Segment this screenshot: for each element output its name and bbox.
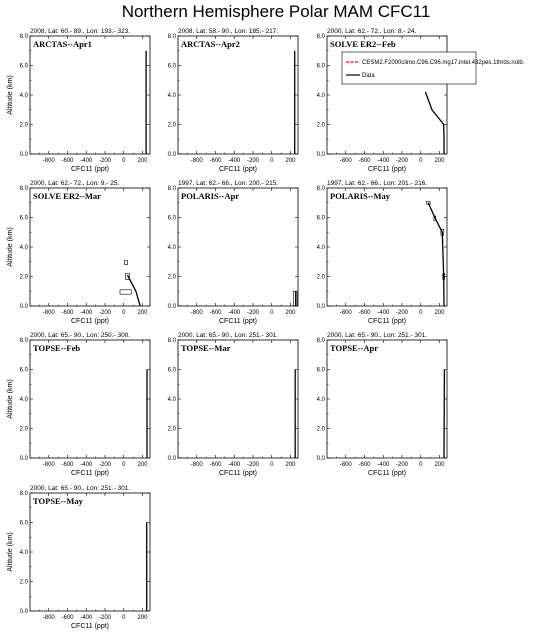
y-tick-label: 8.0: [167, 338, 176, 344]
y-tick-label: 6.0: [316, 63, 325, 70]
x-tick-label: 0: [270, 158, 274, 164]
y-tick-label: 2.0: [167, 122, 176, 129]
y-tick-label: 0.0: [19, 609, 28, 615]
panel-subtitle: 1997, Lat: 62.- 66., Lon: 200.- 215.: [178, 180, 279, 187]
legend-label: Data: [362, 73, 375, 79]
panel-subtitle: 1997, Lat: 62.- 66., Lon: 201.- 216.: [327, 180, 428, 187]
y-tick-label: 6.0: [19, 63, 28, 70]
panel-subtitle: 2000, Lat: 65.- 90., Lon: 250.- 300.: [30, 332, 131, 339]
y-tick-label: 8.0: [316, 186, 325, 192]
x-tick-label: -200: [395, 158, 409, 164]
y-tick-label: 8.0: [167, 186, 176, 192]
y-tick-label: 0.0: [167, 152, 176, 158]
y-axis-label: Altitude (km): [7, 227, 14, 267]
x-axis-label: CFC11 (ppt): [71, 470, 109, 477]
x-tick-label: -400: [80, 462, 93, 468]
panel-frame: [30, 36, 150, 154]
y-tick-label: 0.0: [167, 456, 176, 462]
x-tick-label: 0: [419, 158, 423, 164]
x-tick-label: -400: [377, 310, 390, 316]
x-tick-label: -400: [80, 158, 93, 164]
x-tick-label: 200: [137, 462, 148, 468]
x-tick-label: -400: [228, 158, 241, 164]
panel-subtitle: 2000, Lat: 65.- 90., Lon: 251.- 301.: [327, 332, 428, 339]
x-tick-label: 200: [137, 310, 148, 316]
data-series-line: [128, 275, 141, 306]
x-tick-label: -400: [228, 462, 241, 468]
x-tick-label: 0: [122, 462, 126, 468]
x-tick-label: 200: [285, 462, 296, 468]
x-tick-label: 200: [434, 310, 445, 316]
y-tick-label: 2.0: [19, 579, 28, 586]
x-axis-label: CFC11 (ppt): [219, 318, 257, 325]
x-tick-label: 0: [419, 462, 423, 468]
x-tick-label: 200: [137, 158, 148, 164]
y-tick-label: 6.0: [19, 520, 28, 527]
x-tick-label: -400: [228, 310, 241, 316]
y-tick-label: 2.0: [316, 426, 325, 433]
panel-label: POLARIS--Apr: [181, 191, 240, 201]
x-tick-label: -400: [80, 615, 93, 621]
x-axis-label: CFC11 (ppt): [219, 470, 257, 477]
y-tick-label: 0.0: [19, 152, 28, 158]
x-tick-label: -600: [209, 310, 222, 316]
x-tick-label: -200: [395, 310, 409, 316]
y-tick-label: 4.0: [19, 550, 28, 556]
panel-label: TOPSE--Mar: [181, 343, 231, 353]
legend-label: CESM2.F2000climo.C96.C96.mg17.intel.432pes.1thrds.nolb.: [362, 60, 525, 66]
y-tick-label: 6.0: [167, 215, 176, 222]
x-axis-label: CFC11 (ppt): [71, 166, 109, 173]
panel-label: TOPSE--May: [33, 496, 83, 506]
y-tick-label: 0.0: [316, 152, 325, 158]
y-tick-label: 8.0: [167, 34, 176, 40]
panel-frame: [30, 340, 150, 458]
panel-subtitle: 2000, Lat: 65.- 90., Lon: 251.- 301.: [30, 485, 131, 492]
x-tick-label: -800: [339, 462, 352, 468]
data-range-box: [120, 290, 131, 294]
legend-box: [342, 52, 476, 84]
y-tick-label: 2.0: [19, 122, 28, 129]
panel-frame: [178, 188, 298, 306]
x-tick-label: -400: [377, 462, 390, 468]
panel-frame: [327, 340, 447, 458]
y-tick-label: 4.0: [167, 397, 176, 403]
x-tick-label: -800: [42, 310, 55, 316]
y-axis-label: Altitude (km): [7, 75, 14, 115]
x-axis-label: CFC11 (ppt): [368, 318, 406, 325]
data-series-line: [425, 92, 444, 154]
y-tick-label: 8.0: [19, 491, 28, 497]
panel-label: SOLVE ER2--Feb: [330, 39, 396, 49]
y-tick-label: 6.0: [316, 215, 325, 222]
x-tick-label: -200: [246, 158, 260, 164]
x-tick-label: 0: [122, 615, 126, 621]
x-tick-label: 0: [122, 310, 126, 316]
y-tick-label: 2.0: [167, 426, 176, 433]
x-tick-label: -800: [339, 158, 352, 164]
x-tick-label: -800: [190, 158, 203, 164]
x-tick-label: -800: [42, 615, 55, 621]
x-tick-label: -200: [246, 462, 260, 468]
x-tick-label: 0: [270, 310, 274, 316]
y-tick-label: 8.0: [316, 34, 325, 40]
x-tick-label: 0: [270, 462, 274, 468]
panel-label: TOPSE--Feb: [33, 343, 81, 353]
x-tick-label: -800: [339, 310, 352, 316]
y-tick-label: 4.0: [316, 397, 325, 403]
y-tick-label: 0.0: [19, 456, 28, 462]
x-tick-label: -600: [61, 310, 74, 316]
panel-label: SOLVE ER2--Mar: [33, 191, 101, 201]
x-axis-label: CFC11 (ppt): [71, 318, 109, 325]
x-tick-label: -400: [377, 158, 390, 164]
x-axis-label: CFC11 (ppt): [368, 470, 406, 477]
y-tick-label: 0.0: [316, 304, 325, 310]
x-tick-label: -600: [209, 462, 222, 468]
panel-subtitle: 2000, Lat: 65.- 90., Lon: 251.- 301.: [178, 332, 279, 339]
y-tick-label: 4.0: [316, 93, 325, 99]
panel-frame: [178, 340, 298, 458]
x-tick-label: -800: [190, 310, 203, 316]
panel-subtitle: 2008, Lat: 60.- 89., Lon: 193.- 323.: [30, 28, 131, 35]
y-tick-label: 6.0: [19, 215, 28, 222]
y-tick-label: 4.0: [167, 245, 176, 251]
x-tick-label: -400: [80, 310, 93, 316]
x-tick-label: -600: [209, 158, 222, 164]
x-tick-label: -200: [98, 310, 112, 316]
x-tick-label: 200: [434, 462, 445, 468]
panel-frame: [178, 36, 298, 154]
y-tick-label: 8.0: [19, 34, 28, 40]
x-tick-label: -800: [42, 462, 55, 468]
y-tick-label: 6.0: [167, 367, 176, 374]
y-tick-label: 2.0: [316, 274, 325, 281]
y-tick-label: 6.0: [19, 367, 28, 374]
panel-label: ARCTAS--Apr1: [33, 39, 92, 49]
x-tick-label: -200: [98, 158, 112, 164]
y-tick-label: 6.0: [316, 367, 325, 374]
y-tick-label: 4.0: [19, 245, 28, 251]
x-tick-label: 0: [419, 310, 423, 316]
x-tick-label: -200: [395, 462, 409, 468]
panel-label: POLARIS--May: [330, 191, 390, 201]
y-tick-label: 4.0: [167, 93, 176, 99]
x-tick-label: 200: [137, 615, 148, 621]
y-tick-label: 2.0: [19, 274, 28, 281]
x-axis-label: CFC11 (ppt): [71, 623, 109, 630]
y-tick-label: 4.0: [19, 397, 28, 403]
x-tick-label: 200: [285, 310, 296, 316]
y-tick-label: 4.0: [316, 245, 325, 251]
y-tick-label: 0.0: [167, 304, 176, 310]
data-range-box: [125, 260, 128, 264]
y-tick-label: 2.0: [167, 274, 176, 281]
panel-subtitle: 2000, Lat: 62.- 72., Lon: 9.- 25.: [30, 180, 120, 187]
y-tick-label: 4.0: [19, 93, 28, 99]
x-tick-label: -600: [61, 158, 74, 164]
y-axis-label: Altitude (km): [7, 532, 14, 572]
x-tick-label: -200: [98, 615, 112, 621]
x-tick-label: 0: [122, 158, 126, 164]
panel-frame: [30, 188, 150, 306]
x-tick-label: -600: [358, 310, 371, 316]
y-tick-label: 8.0: [19, 338, 28, 344]
panel-label: TOPSE--Apr: [330, 343, 379, 353]
x-tick-label: -600: [358, 462, 371, 468]
y-axis-label: Altitude (km): [7, 379, 14, 419]
x-tick-label: -600: [358, 158, 371, 164]
x-tick-label: -600: [61, 615, 74, 621]
x-tick-label: -200: [246, 310, 260, 316]
x-tick-label: -600: [61, 462, 74, 468]
y-tick-label: 0.0: [19, 304, 28, 310]
y-tick-label: 8.0: [316, 338, 325, 344]
x-tick-label: -200: [98, 462, 112, 468]
data-series-line: [428, 203, 444, 306]
x-tick-label: -800: [190, 462, 203, 468]
x-tick-label: -800: [42, 158, 55, 164]
panel-subtitle: 2000, Lat: 62.- 72., Lon: 8.- 24.: [327, 28, 417, 35]
y-tick-label: 6.0: [167, 63, 176, 70]
y-tick-label: 8.0: [19, 186, 28, 192]
x-tick-label: 200: [434, 158, 445, 164]
y-tick-label: 2.0: [316, 122, 325, 129]
panel-subtitle: 2008, Lat: 58.- 90., Lon: 185.- 217.: [178, 28, 279, 35]
x-axis-label: CFC11 (ppt): [219, 166, 257, 173]
figure-title: Northern Hemisphere Polar MAM CFC11: [121, 2, 431, 21]
x-axis-label: CFC11 (ppt): [368, 166, 406, 173]
panel-label: ARCTAS--Apr2: [181, 39, 240, 49]
y-tick-label: 2.0: [19, 426, 28, 433]
x-tick-label: 200: [285, 158, 296, 164]
panel-frame: [30, 493, 150, 611]
y-tick-label: 0.0: [316, 456, 325, 462]
